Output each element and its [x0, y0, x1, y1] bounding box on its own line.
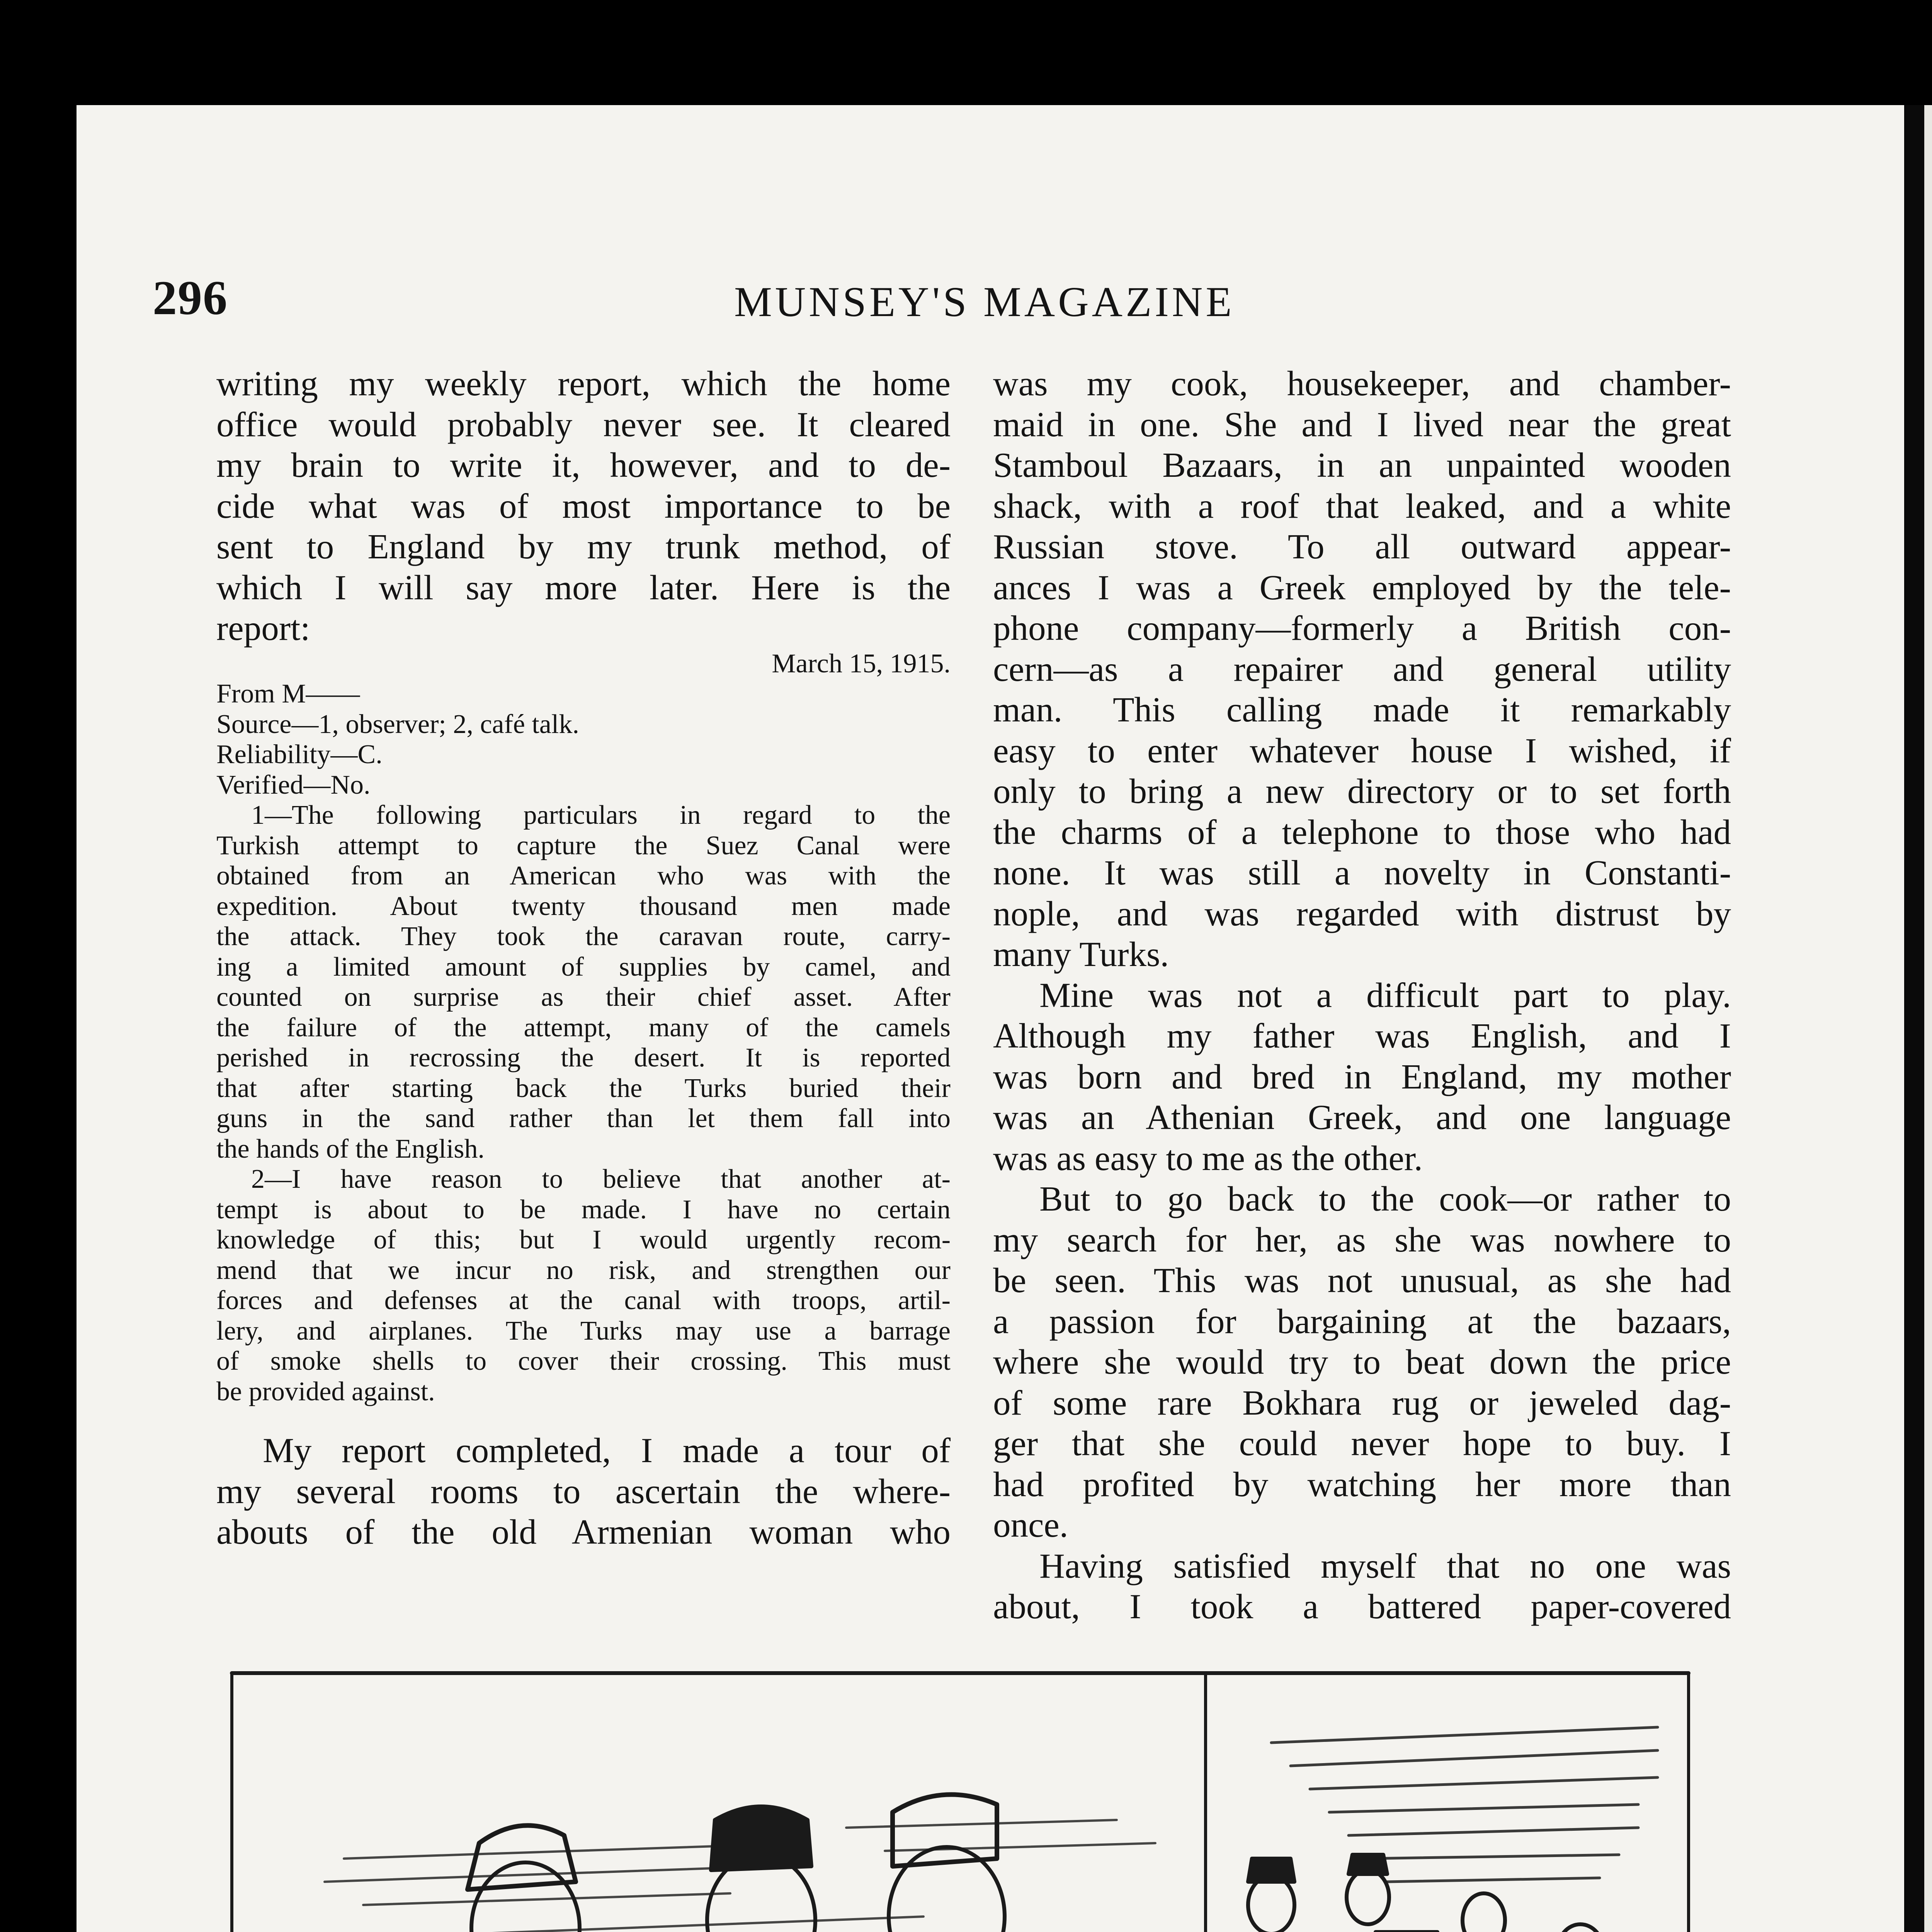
report-line: perished in recrossing the desert. It is reported	[216, 1043, 951, 1073]
left-column	[216, 363, 951, 1553]
text-line: writing my weekly report, which the home	[216, 364, 951, 403]
report-line: mend that we incur no risk, and strengthen our	[216, 1255, 951, 1285]
report-line: Turkish attempt to capture the Suez Canal were	[216, 830, 951, 861]
text-line: cide what was of most importance to be	[216, 486, 951, 526]
running-title: MUNSEY'S MAGAZINE	[734, 278, 1235, 325]
report-line: of smoke shells to cover their crossing. This must	[216, 1346, 951, 1376]
text-line: a passion for bargaining at the bazaars,	[993, 1301, 1731, 1341]
text-line: was my cook, housekeeper, and chamber-	[993, 364, 1731, 403]
text-line: my several rooms to ascertain the where-	[216, 1471, 951, 1511]
text-line: my brain to write it, however, and to de-	[216, 446, 951, 485]
report-meta-line: From M——	[216, 679, 360, 709]
paragraph	[993, 363, 1731, 975]
report-line: ing a limited amount of supplies by camel, and	[216, 952, 951, 982]
text-line: Mine was not a difficult part to play.	[1039, 975, 1731, 1015]
text-line: only to bring a new directory or to set forth	[993, 772, 1731, 811]
report-line: forces and defenses at the canal with troops, artil-	[216, 1286, 951, 1315]
paragraph	[993, 1179, 1731, 1546]
report-line: counted on surprise as their chief asset. After	[216, 982, 951, 1012]
spacer	[216, 1407, 951, 1430]
paragraph	[216, 363, 951, 649]
text-line: Having satisfied myself that no one was	[1039, 1546, 1731, 1585]
report-line: the attack. They took the caravan route, carry-	[216, 922, 951, 951]
report-line: 1—The following particulars in regard to the	[251, 800, 951, 830]
text-line: about, I took a battered paper-covered	[993, 1587, 1731, 1626]
text-line: of some rare Bokhara rug or jeweled dag-	[993, 1383, 1731, 1422]
text-line: man. This calling made it remarkably	[993, 690, 1731, 729]
text-line: was as easy to me as the other.	[993, 1138, 1423, 1178]
text-line: sent to England by my trunk method, of	[216, 527, 951, 566]
text-line: Although my father was English, and I	[993, 1016, 1731, 1055]
report-meta-line: Reliability—C.	[216, 740, 383, 769]
text-line: was an Athenian Greek, and one language	[993, 1098, 1731, 1137]
cafe-scene-illustration	[228, 1665, 1696, 1932]
report-line: that after starting back the Turks buried their	[216, 1073, 951, 1103]
page-spine-shadow	[1905, 105, 1924, 1932]
text-line: Russian stove. To all outward appear-	[993, 527, 1731, 566]
facing-page-edge	[1924, 105, 1932, 1932]
paragraph	[216, 1430, 951, 1553]
report-line: 2—I have reason to believe that another at-	[251, 1164, 951, 1194]
text-line: where she would try to beat down the price	[993, 1342, 1731, 1381]
report-line: be provided against.	[216, 1376, 435, 1406]
text-line: report:	[216, 609, 310, 648]
text-line: But to go back to the cook—or rather to	[1039, 1179, 1731, 1218]
text-line: was born and bred in England, my mother	[993, 1057, 1731, 1096]
report-line: lery, and airplanes. The Turks may use a barrage	[216, 1316, 951, 1346]
report-line: guns in the sand rather than let them fall into	[216, 1104, 951, 1133]
text-line: abouts of the old Armenian woman who	[216, 1512, 951, 1551]
right-column	[993, 363, 1731, 1627]
report-line: the hands of the English.	[216, 1134, 485, 1164]
paragraph	[993, 1546, 1731, 1627]
text-line: My report completed, I made a tour of	[263, 1431, 951, 1470]
report-meta-line: Source—1, observer; 2, café talk.	[216, 709, 579, 739]
text-line: the charms of a telephone to those who had	[993, 812, 1731, 852]
text-line: phone company—formerly a British con-	[993, 609, 1731, 648]
report-block	[216, 649, 951, 1407]
report-line: tempt is about to be made. I have no certain	[216, 1194, 951, 1225]
text-line: ances I was a Greek employed by the tele-	[993, 568, 1731, 607]
text-line: shack, with a roof that leaked, and a white	[993, 486, 1731, 526]
text-line: be seen. This was not unusual, as she had	[993, 1261, 1731, 1300]
text-line: had profited by watching her more than	[993, 1464, 1731, 1504]
report-line: obtained from an American who was with the	[216, 861, 951, 891]
paragraph	[993, 975, 1731, 1179]
report-line: knowledge of this; but I would urgently recom-	[216, 1225, 951, 1255]
text-line: none. It was still a novelty in Constanti-	[993, 853, 1731, 892]
text-line: Stamboul Bazaars, in an unpainted wooden	[993, 446, 1731, 485]
text-line: which I will say more later. Here is the	[216, 568, 951, 607]
text-line: once.	[993, 1505, 1068, 1544]
report-date: March 15, 1915.	[772, 648, 951, 679]
text-line: nople, and was regarded with distrust by	[993, 894, 1731, 933]
text-line: cern—as a repairer and general utility	[993, 649, 1731, 689]
text-line: office would probably never see. It cleared	[216, 405, 951, 444]
text-line: ger that she could never hope to buy. I	[993, 1424, 1731, 1463]
page-number: 296	[153, 271, 228, 325]
text-line: many Turks.	[993, 935, 1169, 974]
report-meta-line: Verified—No.	[216, 770, 371, 800]
report-line: the failure of the attempt, many of the camels	[216, 1012, 951, 1043]
text-line: maid in one. She and I lived near the great	[993, 405, 1731, 444]
text-line: my search for her, as she was nowhere to	[993, 1220, 1731, 1259]
text-line: easy to enter whatever house I wished, if	[993, 731, 1731, 770]
report-line: expedition. About twenty thousand men made	[216, 891, 951, 921]
